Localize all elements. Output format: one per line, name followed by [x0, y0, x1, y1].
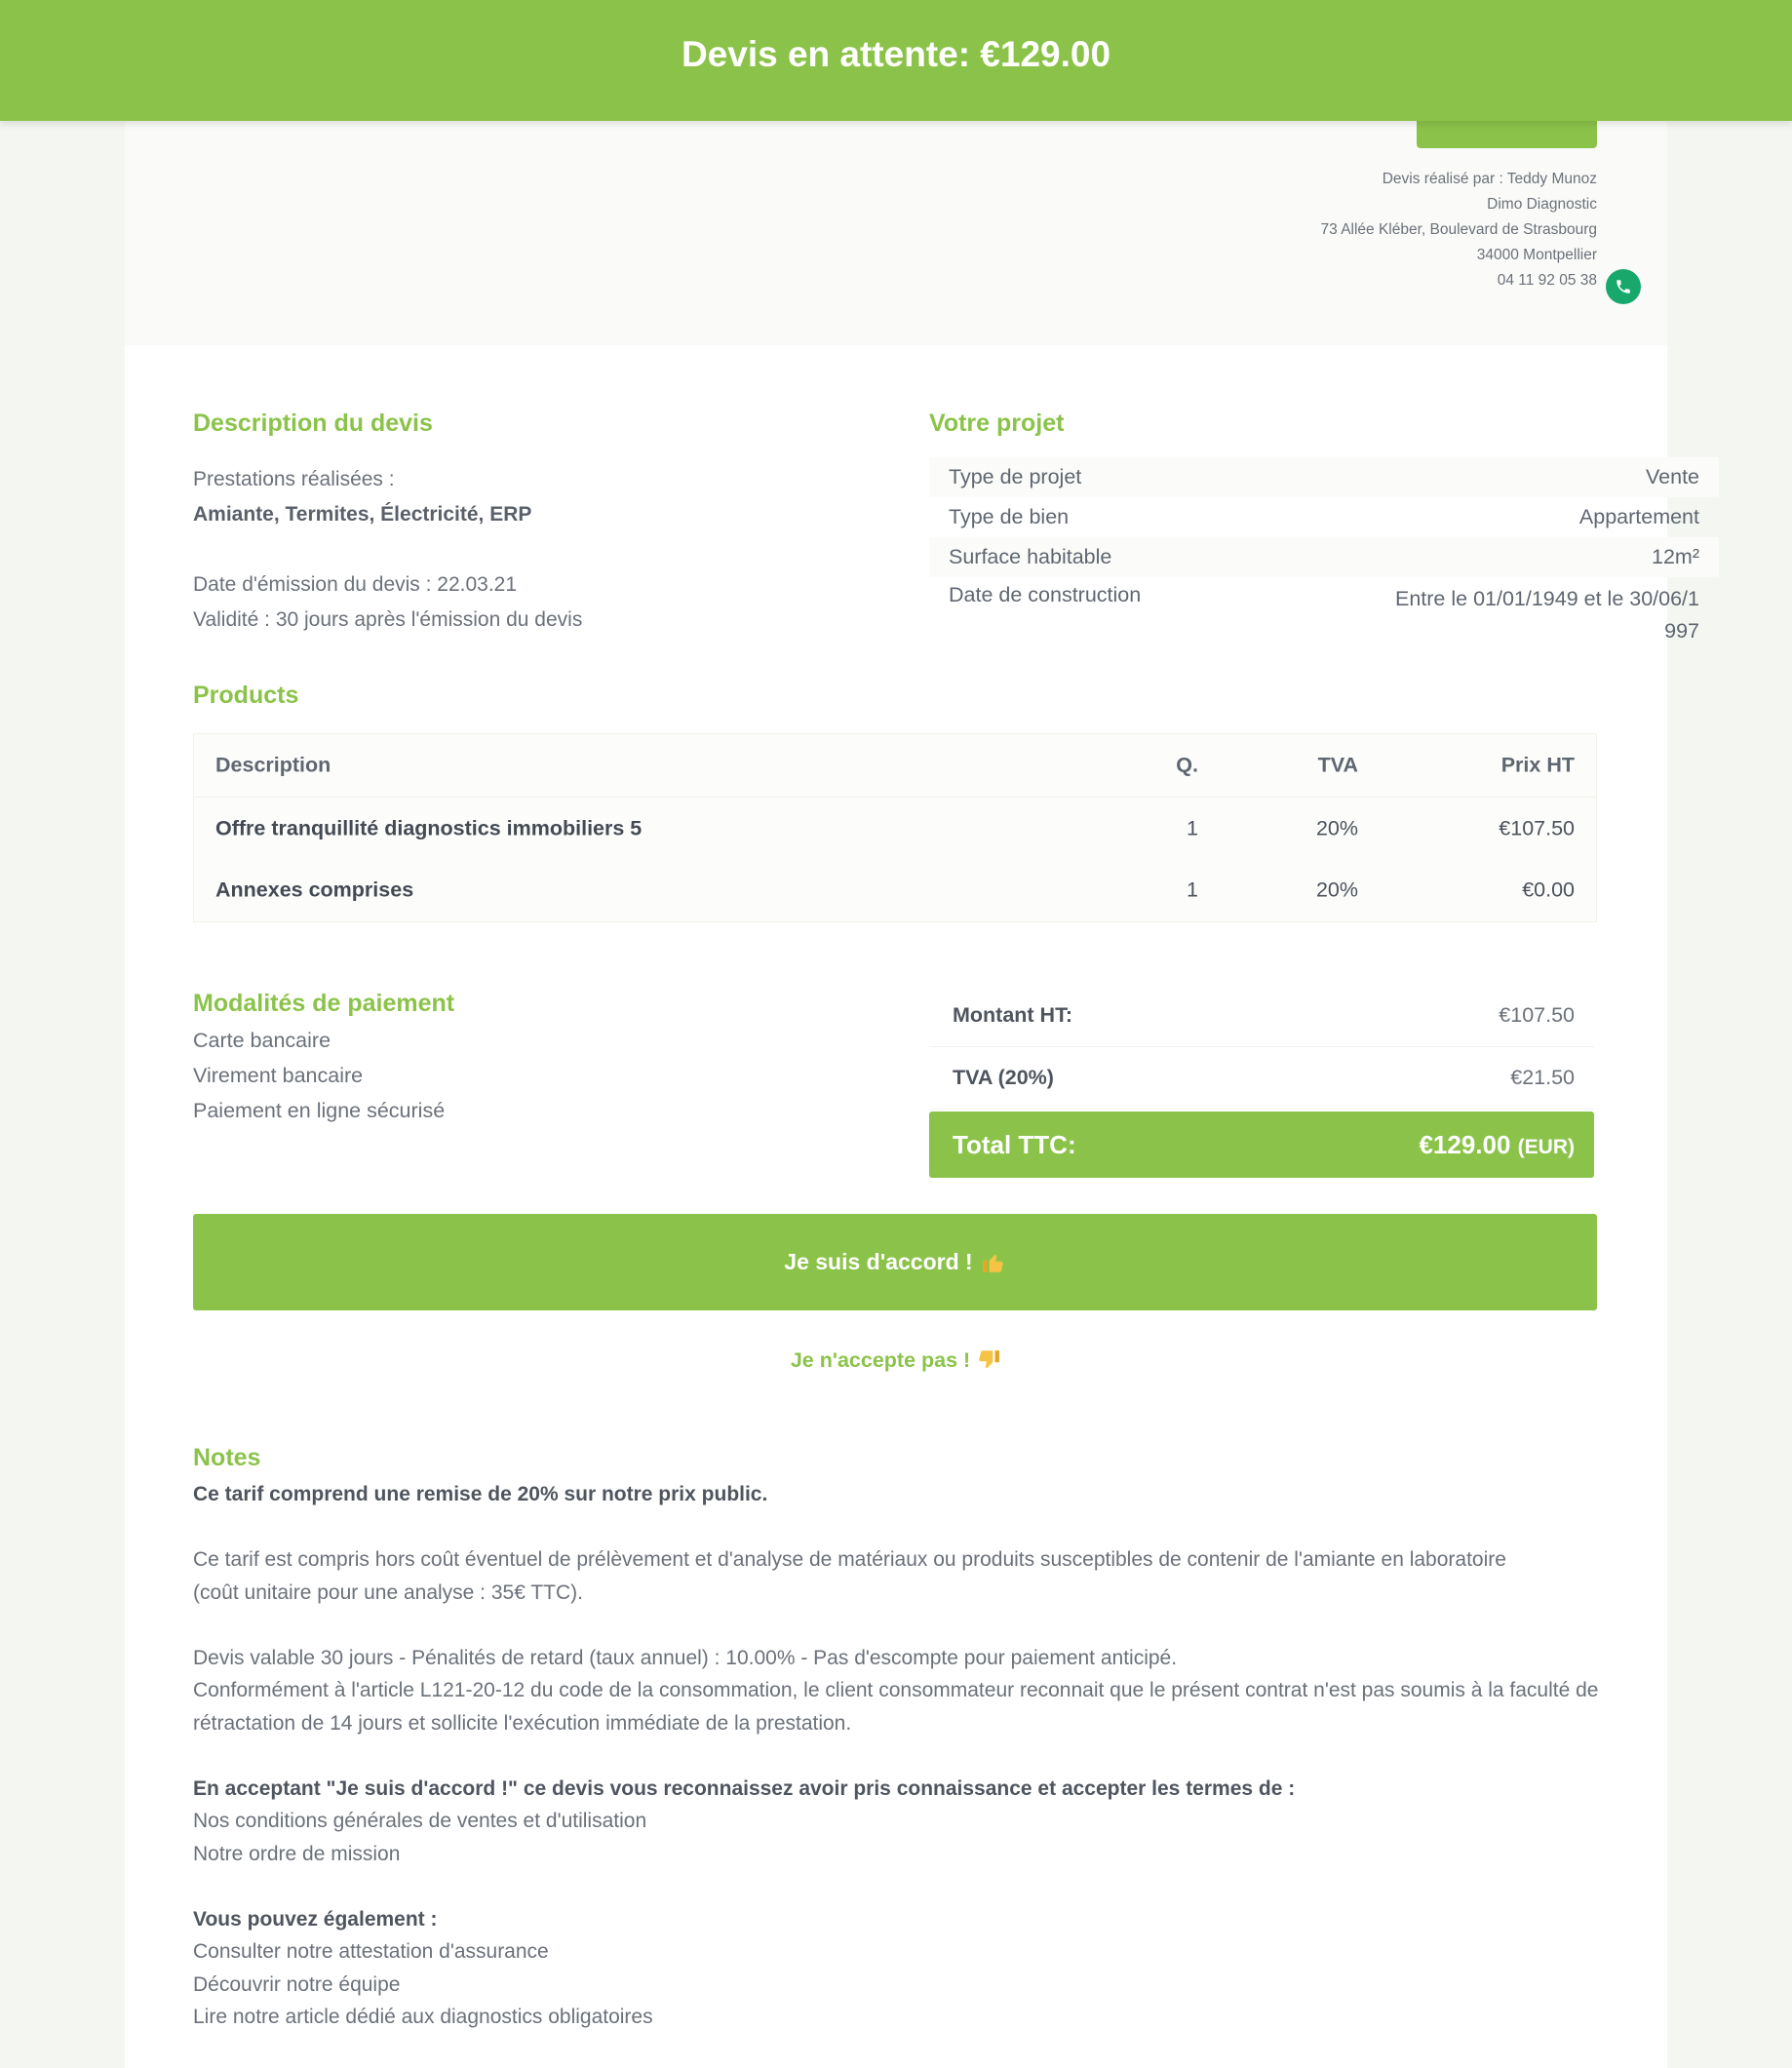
product-description: Annexes comprises	[215, 878, 414, 902]
tva-label: TVA (20%)	[953, 1066, 1054, 1089]
table-row	[194, 797, 1596, 859]
link-insurance[interactable]: Consulter notre attestation d'assurance	[193, 1940, 549, 1963]
totals-box	[929, 985, 1594, 1178]
product-price: €0.00	[1522, 878, 1575, 902]
payment-method: Paiement en ligne sécurisé	[193, 1099, 446, 1122]
company-address: 73 Allée Kléber, Boulevard de Strasbourg	[1320, 221, 1597, 238]
validity: Validité : 30 jours après l'émission du devis	[193, 608, 583, 631]
notes-lab-line2: (coût unitaire pour une analyse : 35€ TTC).	[193, 1580, 583, 1604]
thumbs-down-icon	[976, 1347, 1001, 1373]
product-tva: 20%	[1315, 878, 1358, 902]
project-row-label: Date de construction	[949, 583, 1142, 606]
table-header	[194, 734, 1596, 797]
company-phone: 04 11 92 05 38	[1497, 272, 1597, 289]
column-description: Description	[215, 753, 331, 777]
accept-label: Je suis d'accord !	[784, 1249, 973, 1274]
project-row-value: 12m²	[1652, 545, 1699, 568]
tva-row	[929, 1047, 1594, 1110]
product-qty: 1	[1187, 878, 1198, 902]
total-ttc-label: Total TTC:	[953, 1129, 1076, 1159]
products-table	[193, 733, 1597, 922]
company-header	[125, 121, 1667, 345]
refuse-link[interactable]	[125, 1347, 1667, 1373]
total-ttc-amount	[1419, 1130, 1575, 1160]
project-row	[929, 537, 1719, 577]
total-ht-label: Montant HT:	[953, 1003, 1072, 1027]
terms-link-cgv[interactable]: Nos conditions générales de ventes et d'utilisation	[193, 1810, 647, 1832]
project-row-value: Vente	[1646, 465, 1699, 488]
project-row-label: Type de bien	[949, 505, 1070, 528]
refuse-label: Je n'accepte pas !	[790, 1347, 971, 1372]
total-ttc-currency: (EUR)	[1517, 1135, 1575, 1158]
terms-link-mission[interactable]: Notre ordre de mission	[193, 1842, 401, 1865]
project-table	[929, 457, 1719, 649]
total-ht-row	[929, 985, 1594, 1047]
company-city: 34000 Montpellier	[1476, 247, 1597, 263]
project-row	[929, 457, 1719, 497]
link-article[interactable]: Lire notre article dédié aux diagnostics obligatoires	[193, 2006, 653, 2028]
quote-status-title: Devis en attente: €129.00	[681, 34, 1111, 74]
tva-value: €21.50	[1510, 1066, 1575, 1089]
services-list: Amiante, Termites, Électricité, ERP	[193, 503, 532, 526]
notes-accept-heading: En acceptant "Je suis d'accord !" ce devis vous reconnaissez avoir pris connaissance et accepter les termes de :	[193, 1776, 1296, 1800]
company-name: Dimo Diagnostic	[1487, 196, 1597, 213]
payment-method: Virement bancaire	[193, 1064, 364, 1087]
project-row	[929, 497, 1719, 537]
product-qty: 1	[1187, 816, 1198, 839]
column-price: Prix HT	[1500, 753, 1575, 777]
product-tva: 20%	[1315, 816, 1358, 839]
description-title: Description du devis	[193, 410, 433, 437]
project-row-value: Entre le 01/01/1949 et le 30/06/1997	[1395, 587, 1699, 643]
product-description: Offre tranquillité diagnostics immobiliers 5	[215, 816, 643, 839]
column-tva: TVA	[1317, 753, 1358, 777]
notes-also-heading: Vous pouvez également :	[193, 1907, 438, 1931]
total-ht-value: €107.50	[1499, 1003, 1575, 1027]
notes-body	[193, 1478, 1607, 2034]
notes-terms-line1: Devis valable 30 jours - Pénalités de retard (taux annuel) : 10.00% - Pas d'escompte pour paiement anticipé.	[193, 1646, 1178, 1669]
products-title: Products	[193, 682, 299, 709]
notes-terms-line2: Conformément à l'article L121-20-12 du code de la consommation, le client consommateur reconnait que le présent contrat n'est pas soumis à la faculté de rétractation de 14 jours et sollicite l'exécution immédiate de la prestation.	[193, 1679, 1599, 1735]
notes-discount: Ce tarif comprend une remise de 20% sur notre prix public.	[193, 1483, 768, 1505]
product-price: €107.50	[1499, 816, 1575, 839]
payment-method: Carte bancaire	[193, 1029, 331, 1052]
notes-title: Notes	[193, 1444, 261, 1471]
project-title: Votre projet	[929, 410, 1065, 437]
quote-sheet	[125, 121, 1699, 2068]
status-header	[0, 0, 1792, 121]
phone-icon[interactable]	[1606, 269, 1641, 304]
issue-date: Date d'émission du devis : 22.03.21	[193, 573, 518, 596]
description-body	[193, 462, 582, 638]
project-row-label: Type de projet	[949, 465, 1082, 488]
header-action-button[interactable]	[1417, 121, 1597, 148]
total-ttc-value: €129.00	[1419, 1129, 1511, 1159]
payment-title: Modalités de paiement	[193, 990, 455, 1017]
quote-author: Devis réalisé par : Teddy Munoz	[1382, 171, 1597, 187]
notes-lab-line1: Ce tarif est compris hors coût éventuel de prélèvement et d'analyse de matériaux ou produits susceptibles de contenir de l'amiante en laboratoire	[193, 1548, 1506, 1571]
services-label: Prestations réalisées :	[193, 468, 395, 490]
project-row-value: Appartement	[1578, 505, 1699, 528]
payment-methods	[193, 1023, 445, 1128]
project-row-label: Surface habitable	[949, 545, 1112, 568]
table-row	[194, 859, 1596, 921]
company-info	[1321, 167, 1598, 293]
link-team[interactable]: Découvrir notre équipe	[193, 1972, 401, 1996]
total-ttc-row	[929, 1112, 1594, 1178]
project-row	[929, 577, 1719, 649]
column-qty: Q.	[1176, 753, 1198, 777]
accept-button[interactable]	[193, 1214, 1597, 1310]
thumbs-up-icon	[981, 1250, 1006, 1275]
